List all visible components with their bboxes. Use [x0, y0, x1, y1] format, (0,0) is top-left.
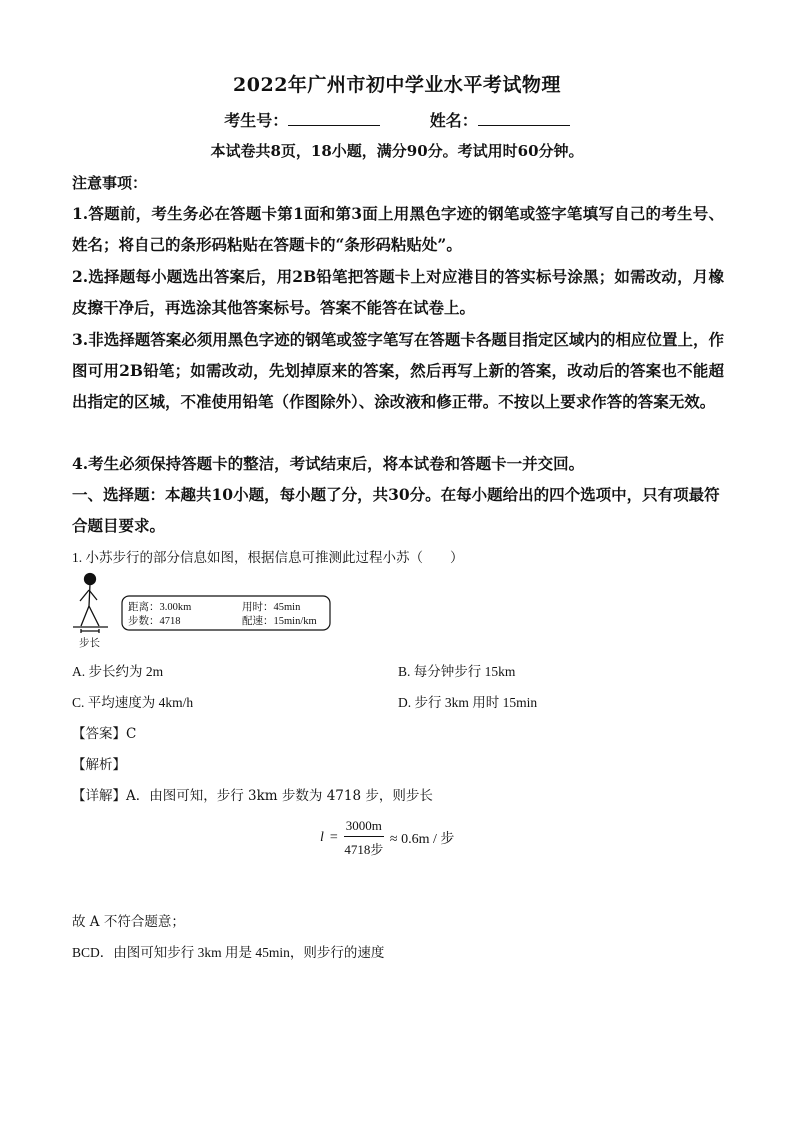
exam-title: 2022年广州市初中学业水平考试物理 — [233, 74, 561, 96]
distance-value: 3.00km — [159, 602, 192, 613]
formula-variable: l — [320, 830, 324, 845]
notice-heading: 注意事项： — [72, 174, 148, 192]
walker-icon — [73, 574, 108, 634]
walking-info-figure — [70, 570, 340, 652]
notice-item: 1.答题前，考生务必在答题卡第1面和第3面上用黑色字迹的钢笔或签字笔填写自己的考生号、姓名；将自己的条形码粘贴在答题卡的“条形码粘贴处”。 — [72, 204, 724, 254]
equals-sign: = — [329, 830, 338, 845]
svg-text:步数：4718 — [128, 614, 181, 627]
candidate-info — [0, 108, 794, 131]
stride-label: 步长 — [79, 638, 100, 649]
answer-line: 【答案】C — [72, 726, 137, 742]
fraction-denominator: 4718步 — [344, 842, 384, 857]
pace-value: 15min/km — [273, 616, 317, 627]
exam-meta: 本试卷共8页，18小题，满分90分。考试用时60分钟。 — [210, 142, 584, 160]
candidate-name-blank — [478, 111, 570, 126]
svg-text:用时：45min — [242, 600, 301, 613]
fraction — [344, 818, 384, 858]
distance-label: 距离： — [128, 602, 160, 613]
notice-item: 3.非选择题答案必须用黑色字迹的钢笔或签字笔写在答题卡各题目指定区域内的相应位置上，作图可用2B铅笔；如需改动，先划掉原来的答案，然后再写上新的答案，改动后的答案也不能超出指定的区城，不准使用铅笔（作图除外）、涂改液和修正带。不按以上要求作答的答案无效。 — [72, 330, 724, 411]
candidate-number-blank — [288, 111, 380, 126]
svg-text:距离：3.00km — [128, 600, 191, 613]
pace-label: 配速： — [242, 616, 274, 627]
steps-value: 4718 — [159, 616, 181, 627]
time-value: 45min — [273, 602, 301, 613]
section-heading: 一、选择题：本趣共10小题，每小题了分，共30分。在每小题给出的四个选项中，只有项最符合题目要求。 — [72, 485, 720, 535]
fraction-numerator: 3000m — [344, 818, 384, 837]
notice-item: 2.选择题每小题选出答案后，用2B铅笔把答题卡上对应港目的答实标号涂黑；如需改动，月橡皮擦干净后，再选涂其他答案标号。答案不能答在试卷上。 — [72, 267, 724, 317]
question-stem: 1. 小苏步行的部分信息如图，根据信息可推测此过程小苏（ ） — [72, 550, 464, 565]
conclusion-line: 故 A 不符合题意； — [72, 914, 185, 930]
option-c: C. 平均速度为 4km/h — [72, 695, 194, 710]
time-label: 用时： — [242, 602, 274, 613]
svg-text:配速：15min/km — [242, 614, 317, 627]
detail-text: 【详解】A．由图可知，步行 3km 步数为 4718 步，则步长 — [72, 788, 433, 804]
steps-label: 步数： — [128, 616, 160, 627]
candidate-name-label: 姓名： — [429, 111, 478, 130]
option-b: B. 每分钟步行 15km — [398, 664, 516, 679]
option-a: A. 步长约为 2m — [72, 664, 164, 679]
option-d: D. 步行 3km 用时 15min — [398, 695, 538, 710]
stride-formula — [320, 818, 454, 858]
notice-item: 4.考生必须保持答题卡的整洁，考试结束后，将本试卷和答题卡一并交回。 — [72, 454, 585, 473]
analysis-label: 【解析】 — [72, 757, 126, 773]
conclusion-line: BCD．由图可知步行 3km 用是 45min，则步行的速度 — [72, 945, 385, 960]
candidate-number-label: 考生号： — [224, 111, 289, 130]
formula-result: ≈ 0.6m / 步 — [389, 832, 455, 847]
